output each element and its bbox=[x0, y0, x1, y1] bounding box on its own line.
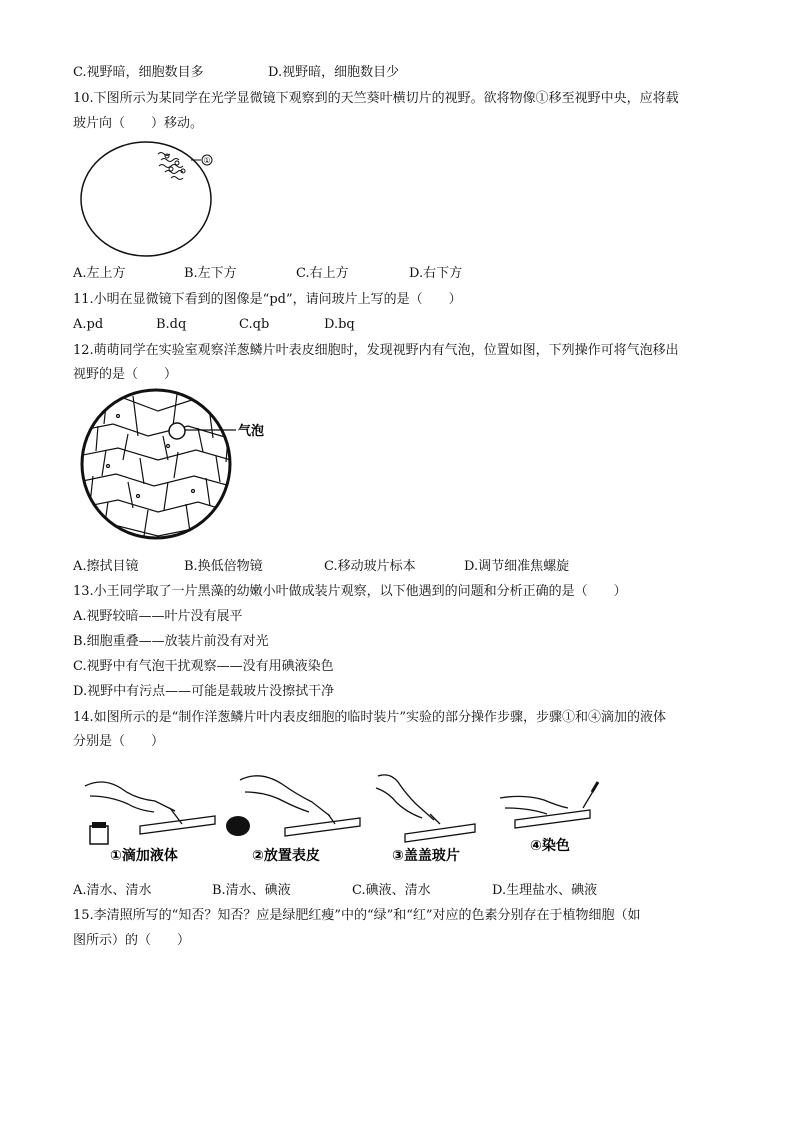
q12-option-d: D.调节细准焦螺旋 bbox=[464, 559, 570, 574]
q12-option-a: A.擦拭目镜 bbox=[73, 559, 139, 574]
q12-option-b: B.换低倍物镜 bbox=[184, 559, 263, 574]
q14-option-d: D.生理盐水、碘液 bbox=[492, 883, 598, 898]
q11-stem: 11.小明在显微镜下看到的图像是“pd”，请问玻片上写的是（ ） bbox=[73, 292, 462, 307]
q14-stem-line-1: 14.如图所示的是“制作洋葱鳞片叶内表皮细胞的临时装片”实验的部分操作步骤，步骤①和④滴加的液体 bbox=[73, 710, 666, 725]
q14-procedure-steps-figure bbox=[80, 768, 620, 868]
q12-option-c: C.移动玻片标本 bbox=[324, 559, 416, 574]
q10-option-a: A.左上方 bbox=[73, 266, 126, 281]
q12-bubble-label: 气泡 bbox=[238, 424, 265, 439]
q15-stem-line-2: 图所示）的（ ） bbox=[73, 933, 191, 948]
q10-option-d: D.右下方 bbox=[409, 266, 463, 281]
q10-stem-line-2: 玻片向（ ）移动。 bbox=[73, 116, 204, 131]
q13-option-c: C.视野中有气泡干扰观察——没有用碘液染色 bbox=[73, 659, 334, 674]
q11-option-c: C.qb bbox=[239, 317, 270, 332]
q14-step-4-caption: ④染色 bbox=[530, 838, 570, 854]
q9-option-d: D.视野暗，细胞数目少 bbox=[268, 65, 400, 80]
q14-step-1-caption: ①滴加液体 bbox=[110, 848, 178, 864]
q11-option-b: B.dq bbox=[156, 317, 187, 332]
q12-stem-line-2: 视野的是（ ） bbox=[73, 367, 178, 382]
q14-step-2-caption: ②放置表皮 bbox=[252, 848, 320, 864]
q14-option-b: B.清水、碘液 bbox=[212, 883, 291, 898]
q14-option-a: A.清水、清水 bbox=[73, 883, 152, 898]
q10-option-b: B.左下方 bbox=[184, 266, 237, 281]
q13-option-a: A.视野较暗——叶片没有展平 bbox=[73, 609, 243, 624]
q10-stem-line-1: 10.下图所示为某同学在光学显微镜下观察到的天竺葵叶横切片的视野。欲将物像①移至视野中央，应将载 bbox=[73, 91, 679, 106]
q14-option-c: C.碘液、清水 bbox=[352, 883, 431, 898]
q9-option-c: C.视野暗，细胞数目多 bbox=[73, 65, 204, 80]
q13-stem: 13.小王同学取了一片黑藻的幼嫩小叶做成装片观察，以下他遇到的问题和分析正确的是（ ） bbox=[73, 584, 627, 599]
q13-option-b: B.细胞重叠——放装片前没有对光 bbox=[73, 634, 269, 649]
q11-option-d: D.bq bbox=[324, 317, 355, 332]
q10-figure-label: ① bbox=[203, 156, 211, 165]
q14-step-3-caption: ③盖盖玻片 bbox=[392, 848, 460, 864]
q12-stem-line-1: 12.萌萌同学在实验室观察洋葱鳞片叶表皮细胞时，发现视野内有气泡，位置如图，下列操作可将气泡移出 bbox=[73, 343, 679, 358]
q10-option-c: C.右上方 bbox=[296, 266, 349, 281]
q10-microscope-field-figure bbox=[73, 138, 243, 258]
q12-onion-cells-figure bbox=[78, 386, 278, 546]
q14-stem-line-2: 分别是（ ） bbox=[73, 734, 165, 749]
q15-stem-line-1: 15.李清照所写的“知否？知否？应是绿肥红瘦”中的“绿”和“红”对应的色素分别存在于植物细胞（如 bbox=[73, 908, 641, 923]
q13-option-d: D.视野中有污点——可能是载玻片没擦拭干净 bbox=[73, 684, 335, 699]
q11-option-a: A.pd bbox=[73, 317, 104, 332]
